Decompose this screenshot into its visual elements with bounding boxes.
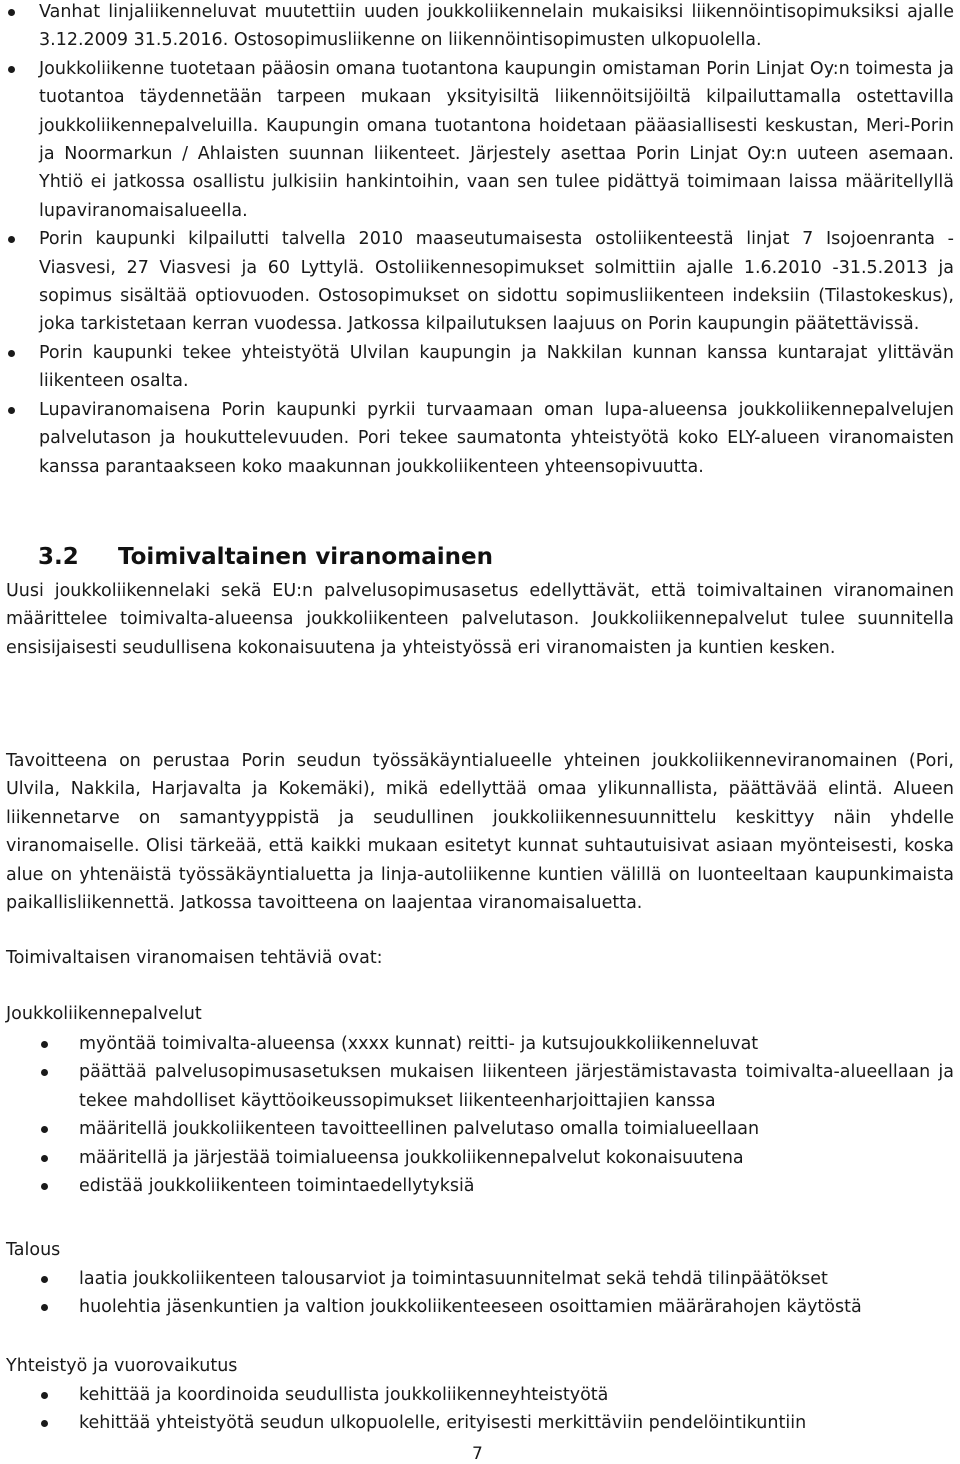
group-title: Joukkoliikennepalvelut	[6, 1004, 202, 1024]
list-item: edistää joukkoliikenteen toimintaedellytyksiä	[0, 1172, 960, 1200]
list-item: Vanhat linjaliikenneluvat muutettiin uuden joukkoliikennelain mukaisiksi liikennöintisopimuksiksi ajalle 3.12.2009 31.5.2016. Ostosopimusliikenne on liikennöintisopimusten ulkopuolella.	[0, 0, 960, 55]
list-item: laatia joukkoliikenteen talousarviot ja toimintasuunnitelmat sekä tehdä tilinpäätökset	[0, 1265, 960, 1293]
group-bullet-list	[0, 1381, 960, 1438]
list-item: Joukkoliikenne tuotetaan pääosin omana tuotantona kaupungin omistaman Porin Linjat Oy:n toimesta ja tuotantoa täydennetään tarpeen mukaan yksityisiltä liikennöitsijöiltä kilpailuttamalla ostettavilla joukkoliikennepalveluilla. Kaupungin omana tuotantona hoidetaan pääasiallisesti keskustan, Meri-Porin ja Noormarkun / Ahlaisten suunnan liikenteet. Järjestely asettaa Porin Linjat Oy:n uuteen asemaan. Yhtiö ei jatkossa osallistu julkisiin hankintoihin, vaan sen tulee pidättyä toimimaan laissa määritellyllä lupaviranomaisalueella.	[0, 55, 960, 225]
top-bullet-list	[0, 0, 960, 481]
section-heading	[38, 540, 493, 574]
page-number: 7	[472, 1444, 483, 1464]
paragraph: Toimivaltaisen viranomaisen tehtäviä ovat:	[6, 948, 383, 968]
section-number: 3.2	[38, 544, 79, 570]
list-item: Lupaviranomaisena Porin kaupunki pyrkii turvaamaan oman lupa-alueensa joukkoliikennepalvelujen palvelutason ja houkuttelevuuden. Pori tekee saumatonta yhteistyötä koko ELY-alueen viranomaisten kanssa parantaakseen koko maakunnan joukkoliikenteen yhteensopivuutta.	[0, 396, 960, 481]
group-title: Talous	[6, 1240, 61, 1260]
list-item: kehittää ja koordinoida seudullista joukkoliikenneyhteistyötä	[0, 1381, 960, 1409]
paragraph: Uusi joukkoliikennelaki sekä EU:n palvelusopimusasetus edellyttävät, että toimivaltainen viranomainen määrittelee toimivalta-alueensa joukkoliikenteen palvelutason. Joukkoliikennepalvelut tulee suunnitella ensisijaisesti seudullisena kokonaisuutena ja yhteistyössä eri viranomaisten ja kuntien kesken.	[6, 581, 954, 658]
group-bullet-list	[0, 1265, 960, 1322]
list-item: huolehtia jäsenkuntien ja valtion joukkoliikenteeseen osoittamien määrärahojen käytöstä	[0, 1293, 960, 1321]
list-item: määritellä joukkoliikenteen tavoitteellinen palvelutaso omalla toimialueellaan	[0, 1115, 960, 1143]
list-item: päättää palvelusopimusasetuksen mukaisen liikenteen järjestämistavasta toimivalta-alueellaan ja tekee mahdolliset käyttöoikeussopimukset liikenteenharjoittajien kanssa	[0, 1058, 960, 1115]
section-title: Toimivaltainen viranomainen	[118, 544, 493, 570]
list-item: määritellä ja järjestää toimialueensa joukkoliikennepalvelut kokonaisuutena	[0, 1144, 960, 1172]
list-item: Porin kaupunki kilpailutti talvella 2010 maaseutumaisesta ostoliikenteestä linjat 7 Isojoenranta - Viasvesi, 27 Viasvesi ja 60 Lyttylä. Ostoliikennesopimukset solmittiin ajalle 1.6.2010 -31.5.2013 ja sopimus sisältää optiovuoden. Ostosopimukset on sidottu sopimusliikenteen indeksiin (Tilastokeskus), joka tarkistetaan kerran vuodessa. Jatkossa kilpailutuksen laajuus on Porin kaupungin päätettävissä.	[0, 225, 960, 339]
paragraph: Tavoitteena on perustaa Porin seudun työssäkäyntialueelle yhteinen joukkoliikenneviranomainen (Pori, Ulvila, Nakkila, Harjavalta ja Kokemäki), mikä edellyttää omaa ylikunnallista, päättävää elintä. Alueen liikennetarve on samantyyppistä ja seudullinen joukkoliikennesuunnittelu keskittyy näin yhdelle viranomaiselle. Olisi tärkeää, että kaikki mukaan esitetyt kunnat suhtautuisivat asiaan myönteisesti, koska alue on yhtenäistä työssäkäyntialuetta ja linja-autoliikenne kuntien välillä on luonteeltaan kaupunkimaista paikallisliikennettä. Jatkossa tavoitteena on laajentaa viranomaisaluetta.	[6, 751, 954, 914]
list-item: kehittää yhteistyötä seudun ulkopuolelle, erityisesti merkittäviin pendelöintikuntiin	[0, 1409, 960, 1437]
list-item: myöntää toimivalta-alueensa (xxxx kunnat) reitti- ja kutsujoukkoliikenneluvat	[0, 1030, 960, 1058]
group-bullet-list	[0, 1030, 960, 1200]
list-item: Porin kaupunki tekee yhteistyötä Ulvilan kaupungin ja Nakkilan kunnan kanssa kuntarajat ylittävän liikenteen osalta.	[0, 339, 960, 396]
group-title: Yhteistyö ja vuorovaikutus	[6, 1356, 238, 1376]
